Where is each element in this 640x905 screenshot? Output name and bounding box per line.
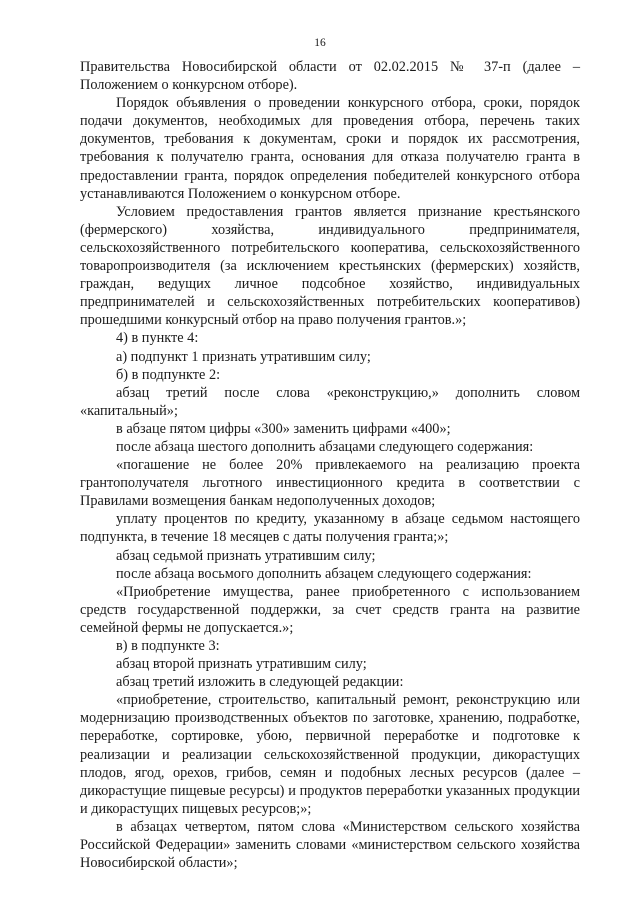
paragraph: уплату процентов по кредиту, указанному в абзаце седьмом настоящего подпункта, в течение 18 месяцев с даты получения гранта;»;: [80, 511, 580, 546]
paragraph: в) в подпункте 3:: [116, 638, 220, 654]
paragraph: Условием предоставления грантов является признание крестьянского (фермерского) хозяйства, индивидуального предпринимателя, сельскохозяйственного потребительского кооператива, сельскохозяйственного товаропроизводителя (за исключением крестьянских (фермерских) хозяйств, граждан, ведущих личное подсобное хозяйство, индивидуальных предпринимателей и сельскохозяйственных потребительских кооперативов) прошедшими конкурсный отбор на право получения грантов.»;: [80, 203, 580, 329]
paragraph: абзац второй признать утратившим силу;: [116, 656, 367, 673]
paragraph: «приобретение, строительство, капитальный ремонт, реконструкцию или модернизацию производственных объектов по заготовке, хранению, подработке, переработке, сортировке, убою, первичной переработке и подготовке к реализации и реализации сельскохозяйственной продукции, дикорастущих плодов, ягод, орехов, грибов, семян и подобных лесных ресурсов (далее – дикорастущие пищевые ресурсы) и продуктов переработки указанных продукции и дикорастущих пищевых ресурсов;»;: [80, 692, 580, 817]
paragraph: б) в подпункте 2:: [116, 366, 221, 383]
paragraph: а) подпункт 1 признать утратившим силу;: [116, 348, 371, 365]
paragraph: Правительства Новосибирской области от 02.02.2015 № 37-п (далее – Положением о конкурсном отборе).: [80, 59, 580, 94]
page-number: 16: [314, 37, 326, 49]
paragraph: в абзаце пятом цифры «300» заменить цифрами «400»;: [116, 420, 451, 437]
paragraph: Порядок объявления о проведении конкурсного отбора, сроки, порядок подачи документов, необходимых для проведения отбора, перечень таких документов, требования к документам, сроки и порядок их рассмотрения, требования к получателю гранта, основания для отказа получателю гранта в предоставлении гранта, порядок определения победителей конкурсного отбора устанавливаются Положением о конкурсном отборе.: [80, 95, 580, 202]
paragraph: после абзаца шестого дополнить абзацами следующего содержания:: [116, 438, 534, 455]
paragraph: абзац третий после слова «реконструкцию,» дополнить словом «капитальный»;: [80, 384, 580, 419]
paragraph: «Приобретение имущества, ранее приобретенного с использованием средств государственной поддержки, за счет средств гранта на развитие семейной фермы не допускается.»;: [80, 583, 580, 636]
paragraph: «погашение не более 20% привлекаемого на реализацию проекта грантополучателя льготного инвестиционного кредита в соответствии с Правилами возмещения банкам недополученных доходов;: [80, 457, 580, 510]
paragraph: абзац третий изложить в следующей редакции:: [116, 674, 404, 691]
paragraph: 4) в пункте 4:: [116, 330, 199, 347]
document-body: [80, 58, 580, 872]
paragraph: после абзаца восьмого дополнить абзацем следующего содержания:: [116, 565, 532, 582]
paragraph: в абзацах четвертом, пятом слова «Министерством сельского хозяйства Российской Федерации» заменить словами «министерством сельского хозяйства Новосибирской области»;: [80, 818, 580, 872]
paragraph: абзац седьмой признать утратившим силу;: [116, 547, 376, 564]
